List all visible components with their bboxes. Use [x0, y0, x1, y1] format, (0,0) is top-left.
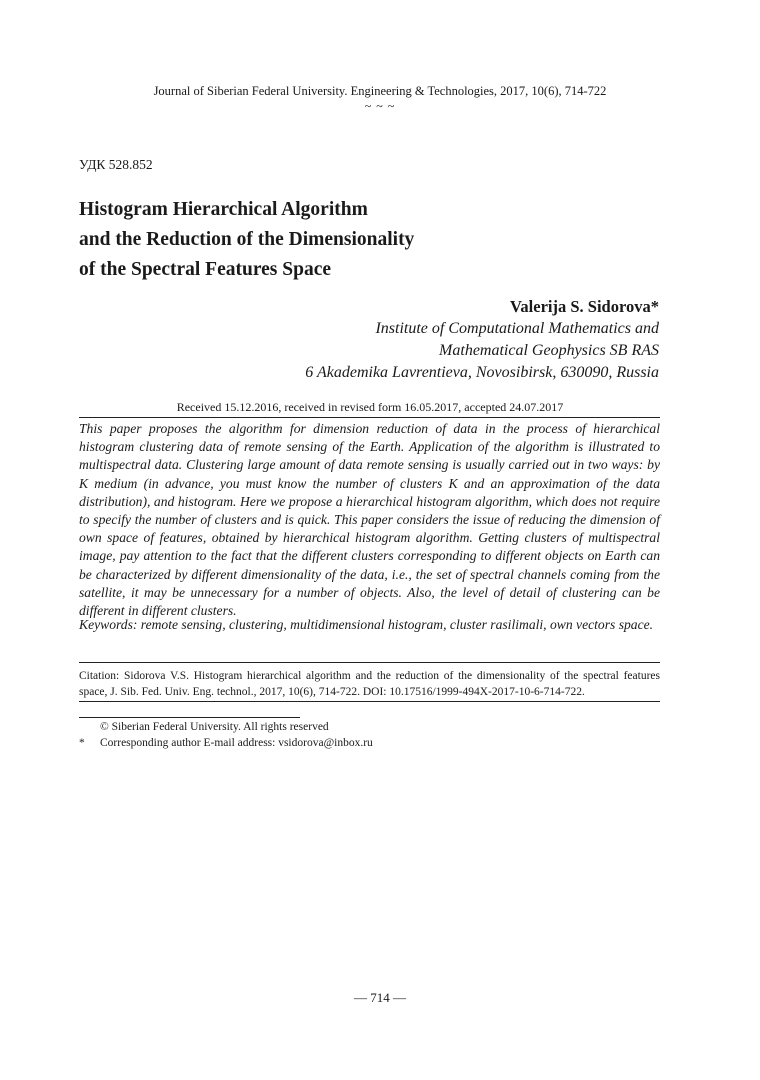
paper-title [79, 195, 414, 285]
citation: Citation: Sidorova V.S. Histogram hierarchical algorithm and the reduction of the dimensionality of the spectral features space, J. Sib. Fed. Univ. Eng. technol., 2017, 10(6), 714-722. DOI: 10.17516/1999-494X-2017-10-6-714-722. [79, 670, 660, 698]
udk-code: УДК 528.852 [79, 157, 153, 172]
page-number: — 714 — [354, 990, 406, 1005]
author-name: Valerija S. Sidorova* [510, 297, 659, 316]
journal-header: Journal of Siberian Federal University. Engineering & Technologies, 2017, 10(6), 714-722 [153, 84, 607, 98]
keywords: Keywords: remote sensing, clustering, multidimensional histogram, cluster rasilimali, own vectors space. [79, 617, 654, 632]
abstract-top-rule [79, 417, 660, 418]
footnote-copyright [79, 719, 373, 735]
affiliation-line: 6 Akademika Lavrentieva, Novosibirsk, 630090, Russia [305, 364, 659, 381]
footnote-mark: * [79, 737, 85, 749]
footnote-text: © Siberian Federal University. All rights reserved [100, 721, 329, 733]
footnote-rule [79, 717, 300, 718]
title-line: Histogram Hierarchical Algorithm [79, 199, 368, 220]
abstract: This paper proposes the algorithm for dimension reduction of data in the process of hierarchical histogram clustering data of remote sensing of the Earth. Application of the algorithm is illustrated to multispectral data. Clustering large amount of data remote sensing is usually carried out in two ways: by K medium (in advance, you must know the number of clusters K and an approximation of the data distribution), and histogram. Here we propose a hierarchical histogram algorithm, which does not require to specify the number of clusters and is quick. This paper considers the issue of reducing the dimension of own space of features, obtained by hierarchical histogram algorithm. Getting clusters of multispectral image, pay attention to the fact that the different clusters corresponding to different objects on Earth can be characterized by different dimensionality of the data, i.e., the set of spectral channels coming from the satellite, it may be unnecessary for a number of objects. Also, the level of detail of clustering can be different in different clusters. [79, 421, 660, 619]
title-line: of the Spectral Features Space [79, 259, 332, 280]
title-line: and the Reduction of the Dimensionality [79, 229, 415, 250]
received-dates: Received 15.12.2016, received in revised form 16.05.2017, accepted 24.07.2017 [176, 400, 564, 414]
header-separator: ~ ~ ~ [364, 99, 396, 113]
footnote-text: Corresponding author E-mail address: vsidorova@inbox.ru [100, 737, 373, 749]
affiliation-line: Institute of Computational Mathematics and [375, 320, 659, 337]
citation-bottom-rule [79, 701, 660, 702]
affiliation-line: Mathematical Geophysics SB RAS [439, 342, 659, 359]
citation-top-rule [79, 662, 660, 663]
footnotes [79, 719, 373, 751]
author-block [305, 296, 659, 384]
footnote-corresponding [79, 735, 373, 751]
